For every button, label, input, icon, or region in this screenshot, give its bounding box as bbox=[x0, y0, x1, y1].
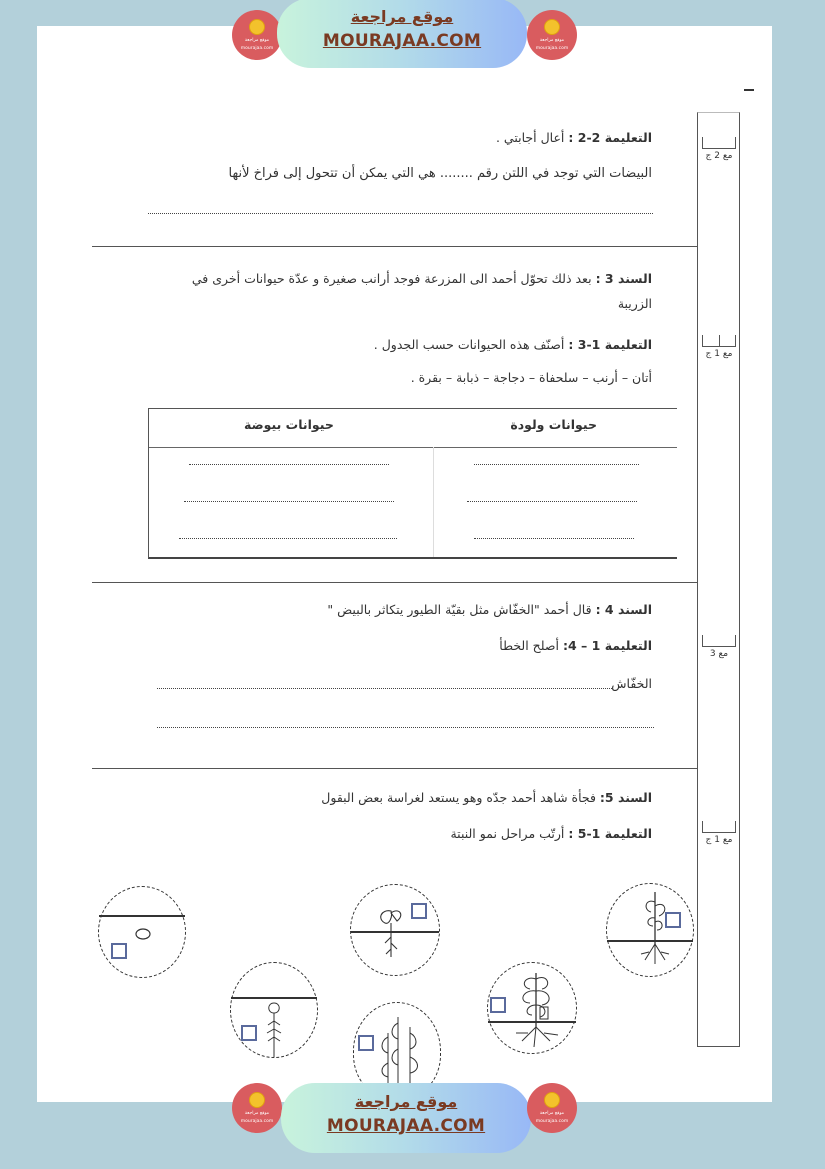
score-box-section4[interactable] bbox=[702, 635, 736, 647]
watermark-badge-left-top bbox=[232, 10, 282, 60]
support-label: السند 5: bbox=[599, 790, 652, 805]
stage-seedling bbox=[230, 962, 318, 1058]
sprout-icon bbox=[371, 899, 411, 959]
instruction-text: أعال أجابتي . bbox=[495, 130, 565, 145]
support-label: السند 3 : bbox=[595, 271, 652, 286]
logo-coin-icon bbox=[544, 19, 560, 35]
badge-text-en: mourajaa.com bbox=[535, 46, 569, 51]
watermark-banner-top[interactable] bbox=[277, 0, 527, 68]
oviparous-answer-line-3[interactable] bbox=[179, 537, 397, 539]
support-text: فجأة شاهد أحمد جدّه وهو يستعد لغراسة بعض البقول bbox=[321, 790, 596, 805]
badge-text-en: mourajaa.com bbox=[535, 1119, 569, 1124]
instruction-label: التعليمة 2-2 : bbox=[568, 130, 652, 145]
score-label-section5: مع 1 ج bbox=[705, 835, 733, 845]
correction-line-2[interactable] bbox=[157, 726, 654, 728]
header-oviparous: حيوانات بيوضة bbox=[244, 417, 334, 432]
table-column-divider bbox=[433, 447, 434, 557]
logo-coin-icon bbox=[544, 1092, 560, 1108]
badge-text-en: mourajaa.com bbox=[240, 1119, 274, 1124]
seedling-icon bbox=[259, 999, 289, 1059]
viviparous-answer-line-2[interactable] bbox=[467, 500, 637, 502]
instruction-text: أرتّب مراحل نمو النبتة bbox=[450, 826, 565, 841]
score-box-section5[interactable] bbox=[702, 821, 736, 833]
instruction-5-1 bbox=[450, 826, 652, 841]
stage-seed-in-soil bbox=[98, 886, 186, 978]
viviparous-answer-line-1[interactable] bbox=[474, 463, 639, 465]
badge-text-ar: موقع مراجعة bbox=[539, 38, 565, 43]
instruction-3-1 bbox=[374, 337, 652, 352]
scan-mark bbox=[744, 89, 754, 91]
oviparous-answer-line-2[interactable] bbox=[184, 500, 394, 502]
support-3-continued: الزريبة bbox=[617, 296, 652, 311]
logo-coin-icon bbox=[249, 19, 265, 35]
viviparous-answer-line-3[interactable] bbox=[474, 537, 634, 539]
order-checkbox[interactable] bbox=[665, 912, 681, 928]
support-text: بعد ذلك تحوّل أحمد الى المزرعة فوجد أرانب صغيرة و عدّة حيوانات أخرى في bbox=[191, 271, 592, 286]
support-5 bbox=[321, 790, 652, 805]
badge-text-ar: موقع مراجعة bbox=[244, 38, 270, 43]
classification-table bbox=[148, 408, 677, 559]
table-header-divider bbox=[149, 447, 677, 448]
logo-coin-icon bbox=[249, 1092, 265, 1108]
stage-young-plant bbox=[606, 883, 694, 977]
instruction-label: التعليمة 1 – 4: bbox=[562, 638, 652, 653]
score-box-section2[interactable] bbox=[702, 137, 736, 149]
correction-line-1[interactable] bbox=[157, 687, 612, 689]
order-checkbox[interactable] bbox=[111, 943, 127, 959]
support-text: قال أحمد "الخفّاش مثل بقيّة الطيور يتكاثر بالبيض " bbox=[327, 602, 592, 617]
order-checkbox[interactable] bbox=[411, 903, 427, 919]
instruction-label: التعليمة 1-5 : bbox=[568, 826, 652, 841]
score-label-section2: مع 2 ج bbox=[705, 151, 733, 161]
instruction-text: أصنّف هذه الحيوانات حسب الجدول . bbox=[373, 337, 565, 352]
support-3 bbox=[192, 271, 652, 286]
grown-plant-icon bbox=[370, 1013, 430, 1093]
order-checkbox[interactable] bbox=[490, 997, 506, 1013]
section-divider bbox=[92, 582, 697, 583]
ground-line bbox=[99, 915, 185, 917]
watermark-banner-bottom[interactable] bbox=[281, 1083, 531, 1153]
animal-list: أتان – أرنب – سلحفاة – دجاجة – ذبابة – بقرة . bbox=[410, 370, 652, 385]
mature-plant-icon bbox=[500, 967, 570, 1053]
support-4 bbox=[327, 602, 652, 617]
header-viviparous: حيوانات ولودة bbox=[510, 417, 597, 432]
instruction-label: التعليمة 1-3 : bbox=[568, 337, 652, 352]
banner-latin[interactable]: MOURAJAA.COM bbox=[322, 31, 482, 51]
score-box-section3[interactable] bbox=[702, 335, 736, 347]
score-label-section4: مع 3 bbox=[709, 649, 729, 659]
stage-mature-plant bbox=[487, 962, 577, 1054]
oviparous-answer-line-1[interactable] bbox=[189, 463, 389, 465]
seed-icon bbox=[133, 927, 153, 941]
order-checkbox[interactable] bbox=[241, 1025, 257, 1041]
stage-sprout bbox=[350, 884, 440, 976]
instruction-4-1 bbox=[499, 638, 652, 653]
score-column bbox=[697, 112, 740, 1047]
banner-arabic[interactable]: موقع مراجعة bbox=[350, 7, 454, 26]
section-divider bbox=[92, 768, 697, 769]
answer-line[interactable] bbox=[148, 212, 653, 214]
instruction-2-2 bbox=[496, 130, 652, 145]
section-divider bbox=[92, 246, 697, 247]
instruction-text: أصلح الخطأ bbox=[499, 638, 559, 653]
badge-text-ar: موقع مراجعة bbox=[244, 1111, 270, 1116]
section2-sentence: البيضات التي توجد في اللتن رقم ........ هي التي يمكن أن تتحول إلى فراخ لأنها bbox=[228, 166, 652, 181]
watermark-badge-left-bottom bbox=[232, 1083, 282, 1133]
watermark-badge-right-top bbox=[527, 10, 577, 60]
support-label: السند 4 : bbox=[595, 602, 652, 617]
young-plant-icon bbox=[633, 888, 677, 972]
watermark-badge-right-bottom bbox=[527, 1083, 577, 1133]
exam-sheet bbox=[37, 26, 772, 1102]
banner-arabic[interactable]: موقع مراجعة bbox=[354, 1092, 458, 1111]
banner-latin[interactable]: MOURAJAA.COM bbox=[326, 1116, 486, 1136]
badge-text-ar: موقع مراجعة bbox=[539, 1111, 565, 1116]
score-label-section3: مع 1 ج bbox=[705, 349, 733, 359]
order-checkbox[interactable] bbox=[358, 1035, 374, 1051]
badge-text-en: mourajaa.com bbox=[240, 46, 274, 51]
answer-prefix: الخفّاش bbox=[611, 676, 652, 691]
